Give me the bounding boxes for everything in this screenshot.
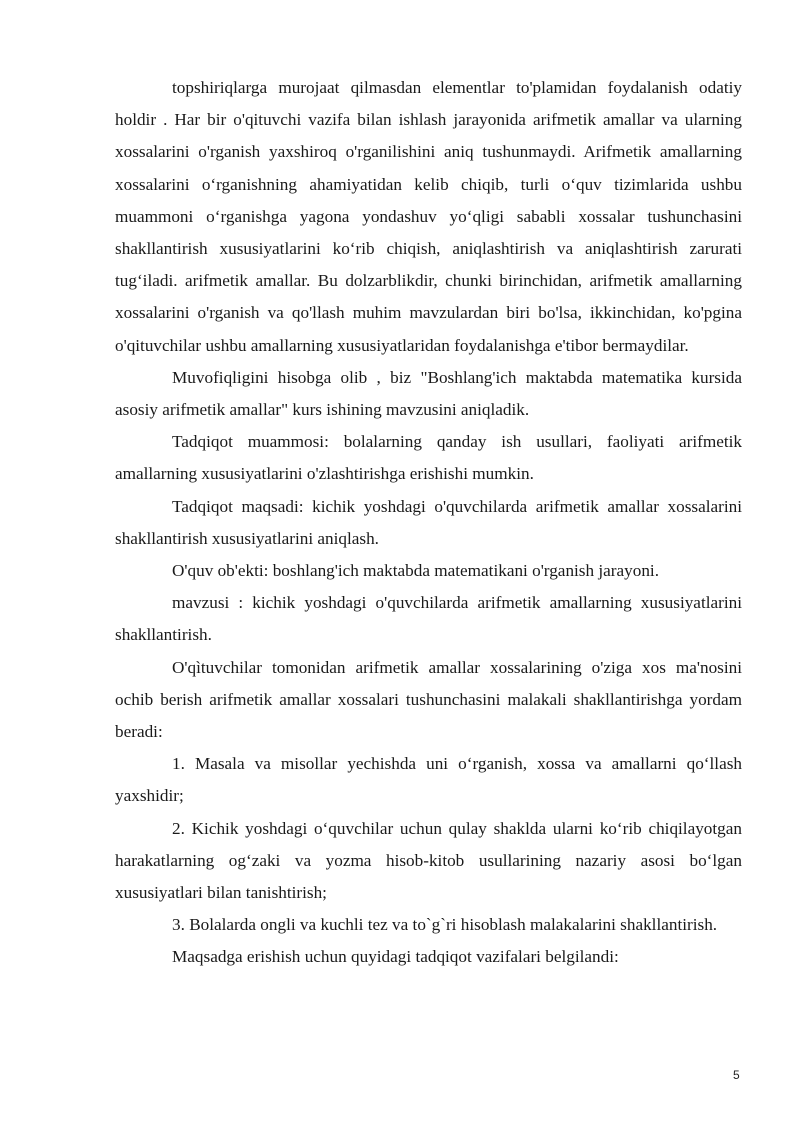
paragraph-research-problem: Tadqiqot muammosi: bolalarning qanday ish usullari, faoliyati arifmetik amallarning xususiyatlarini o'zlashtirishga erishishi mumkin. [115,432,742,484]
paragraph-study-object: O'quv ob'ekti: boshlang'ich maktabda matematikani o'rganish jarayoni. [172,561,659,581]
page-number: 5 [733,1068,740,1082]
paragraph-teachers-role: O'qìtuvchilar tomonidan arifmetik amallar xossalarining o'ziga xos ma'nosini ochib berish arifmetik amallar xossalari tushunchasini malakali shakllantirishga yordam beradi: [115,657,742,742]
list-item-2: 2. Kichik yoshdagi o‘quvchilar uchun qulay shaklda ularni ko‘rib chiqilayotgan harakatlarning og‘zaki va yozma hisob-kitob usullarining nazariy asosi bo‘lgan xususiyatlari bilan tanishtirish; [115,818,742,903]
paragraph-research-goal: Tadqiqot maqsadi: kichik yoshdagi o'quvchilarda arifmetik amallar xossalarini shakllantirish xususiyatlarini aniqlash. [115,496,742,548]
paragraph-continuation: topshiriqlarga murojaat qilmasdan elementlar to'plamidan foydalanish odatiy holdir . Har bir o'qituvchi vazifa bilan ishlash jarayonida arifmetik amallar va ularning xossalarini o'rganish yaxshiroq o'rganilishini aniq tushunmaydi. Arifmetik amallarning xossalarini o‘rganishning ahamiyatidan kelib chiqib, turli o‘quv tizimlarida ushbu muammoni o‘rganishga yagona yondashuv yo‘qligi sababli xossalar tushunchasini shakllantirish xususiyatlarini ko‘rib chiqish, aniqlashtirish va aniqlashtirish zarurati tug‘iladi. arifmetik amallar. Bu dolzarblikdir, chunki birinchidan, arifmetik amallarning xossalarini o'rganish va qo'llash muhim mavzulardan biri bo'lsa, ikkinchidan, ko'pgina o'qituvchilar ushbu amallarning xususiyatlaridan foydalanishga e'tibor bermaydilar. [115,78,742,355]
list-item-3: 3. Bolalarda ongli va kuchli tez va to`g`ri hisoblash malakalarini shakllantirish. [172,915,718,935]
paragraph-subject: mavzusi : kichik yoshdagi o'quvchilarda arifmetik amallarning xususiyatlarini shakllantirish. [115,593,742,645]
paragraph-relevance: Muvofiqligini hisobga olib , biz "Boshlang'ich maktabda matematika kursida asosiy arifmetik amallar" kurs ishining mavzusini aniqladik. [115,367,742,420]
page-body [115,72,742,974]
list-item-1: 1. Masala va misollar yechishda uni o‘rganish, xossa va amallarni qo‘llash yaxshidir; [115,754,742,806]
paragraph-tasks-intro: Maqsadga erishish uchun quyidagi tadqiqot vazifalari belgilandi: [172,947,619,967]
